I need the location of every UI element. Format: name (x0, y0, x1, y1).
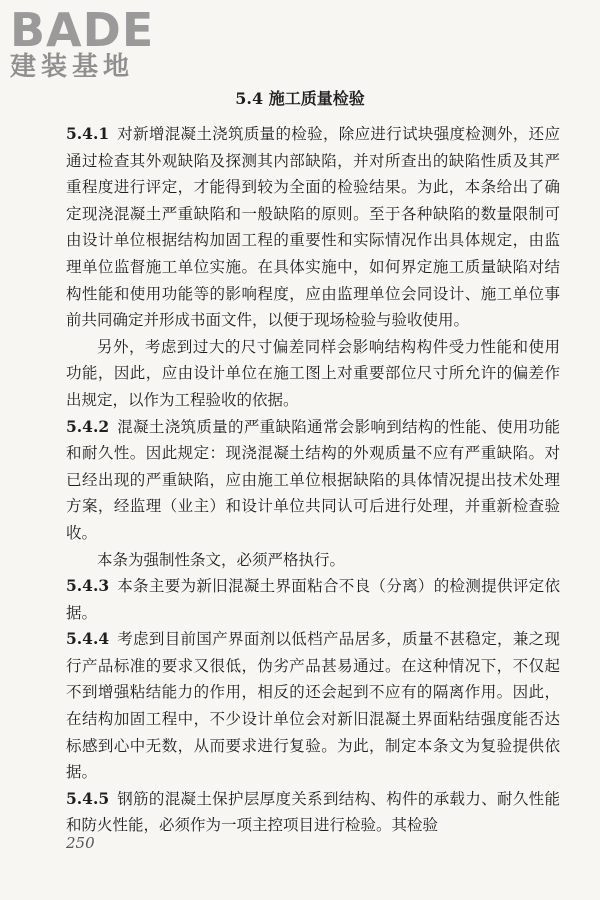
clause-paragraph (66, 786, 560, 839)
clause-number: 5.4.3 (66, 576, 110, 596)
paragraph (66, 547, 560, 574)
clause-paragraph (66, 573, 560, 626)
paragraph (66, 334, 560, 414)
paragraph-text: 本条为强制性条文，必须严格执行。 (97, 550, 346, 569)
logo-wordmark: BADE (10, 3, 155, 57)
clause-number: 5.4.4 (66, 629, 110, 649)
page-number: 250 (66, 834, 95, 852)
paragraph-text: 对新增混凝土浇筑质量的检验，除应进行试块强度检测外，还应通过检查其外观缺陷及探测其内部缺陷，并对所查出的缺陷性质及其严重程度进行评定，才能得到较为全面的检验结果。为此，本条给出了确定现浇混凝土严重缺陷和一般缺陷的原则。至于各种缺陷的数量限制可由设计单位根据结构加固工程的重要性和实际情况作出具体规定，由监理单位监督施工单位实施。在具体实施中，如何界定施工质量缺陷对结构性能和使用功能等的影响程度，应由监理单位会同设计、施工单位事前共同确定并形成书面文件，以便于现场检验与验收使用。 (66, 125, 560, 330)
paragraph-text: 另外，考虑到过大的尺寸偏差同样会影响结构构件受力性能和使用功能，因此，应由设计单位在施工图上对重要部位尺寸所允许的偏差作出规定，以作为工程验收的依据。 (66, 337, 560, 409)
section-title: 5.4 施工质量检验 (235, 89, 365, 108)
clause-number: 5.4.5 (66, 788, 110, 808)
body-text (66, 121, 560, 839)
paragraph-text: 本条主要为新旧混凝土界面粘合不良（分离）的检测提供评定依据。 (66, 577, 560, 622)
bade-logo (10, 3, 180, 82)
paragraph-text: 考虑到目前国产界面剂以低档产品居多，质量不甚稳定，兼之现行产品标准的要求又很低，伪劣产品甚易通过。在这种情况下，不仅起不到增强粘结能力的作用，相反的还会起到不应有的隔离作用。因此，在结构加固工程中，不少设计单位会对新旧混凝土界面粘结强度能否达标感到心中无数，从而要求进行复验。为此，制定本条文为复验提供依据。 (66, 630, 560, 782)
clause-number: 5.4.2 (66, 416, 110, 436)
clause-paragraph (66, 626, 560, 786)
clause-paragraph (66, 121, 560, 334)
logo-chinese-name: 建装基地 (10, 52, 135, 82)
clause-paragraph (66, 414, 560, 547)
clause-number: 5.4.1 (66, 124, 110, 143)
paragraph-text: 混凝土浇筑质量的严重缺陷通常会影响到结构的性能、使用功能和耐久性。因此规定：现浇混凝土结构的外观质量不应有严重缺陷。对已经出现的严重缺陷，应由施工单位根据缺陷的具体情况提出技术处理方案，经监理（业主）和设计单位共同认可后进行处理，并重新检查验收。 (66, 417, 560, 542)
paragraph-text: 钢筋的混凝土保护层厚度关系到结构、构件的承载力、耐久性能和防火性能，必须作为一项主控项目进行检验。其检验 (66, 789, 560, 835)
